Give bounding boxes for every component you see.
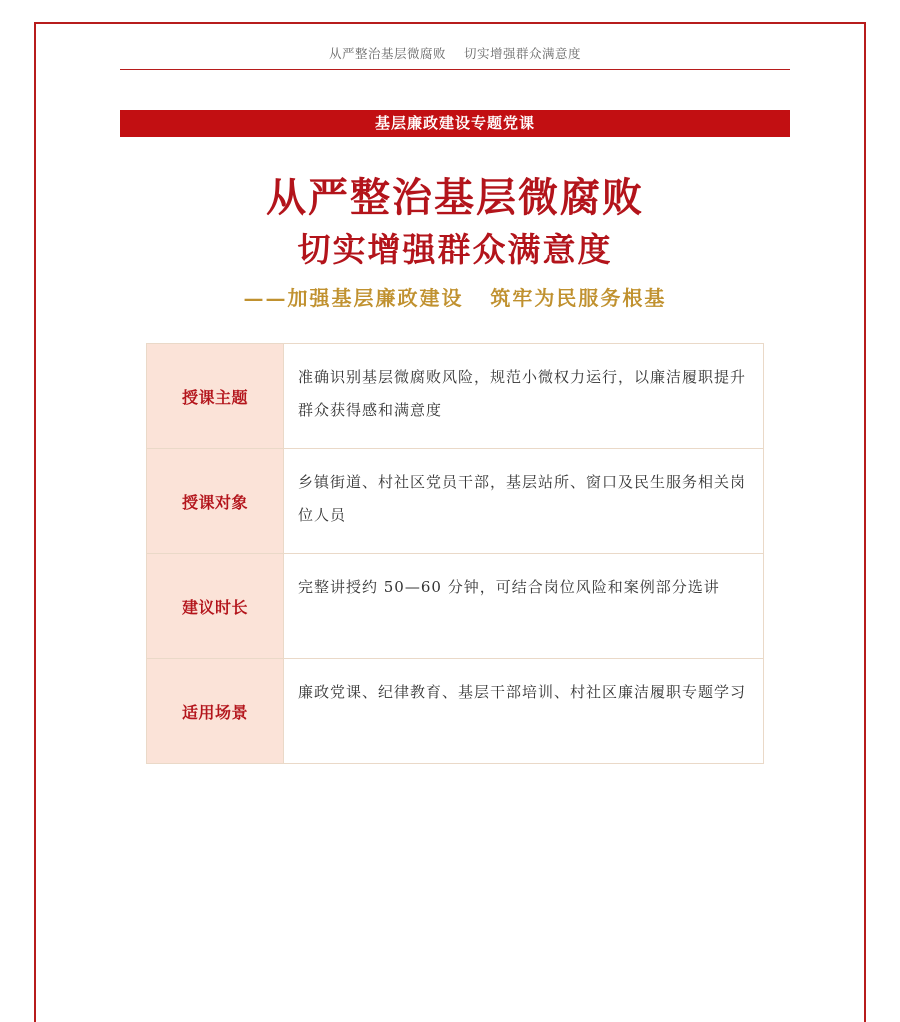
sub-title: 切实增强群众满意度 [297,230,613,269]
row-value-topic: 准确识别基层微腐败风险，规范小微权力运行，以廉洁履职提升群众获得感和满意度 [284,344,764,449]
course-info-table [146,343,764,764]
main-title: 从严整治基层微腐败 [266,175,644,221]
title-tagline: ——加强基层廉政建设 筑牢为民服务根基 [243,286,667,310]
table-row-topic [147,344,764,449]
running-header: 从严整治基层微腐败 切实增强群众满意度 [329,46,581,61]
table-row-duration [147,554,764,659]
table-row-scenarios [147,659,764,764]
row-label-topic: 授课主题 [147,344,284,449]
row-label-scenarios: 适用场景 [147,659,284,764]
section-banner: 基层廉政建设专题党课 [120,110,790,137]
row-label-audience: 授课对象 [147,449,284,554]
row-label-duration: 建议时长 [147,554,284,659]
table-row-audience [147,449,764,554]
row-value-scenarios: 廉政党课、纪律教育、基层干部培训、村社区廉洁履职专题学习 [284,659,764,764]
row-value-duration: 完整讲授约 50—60 分钟，可结合岗位风险和案例部分选讲 [284,554,764,659]
header-divider [120,69,790,70]
row-value-audience: 乡镇街道、村社区党员干部，基层站所、窗口及民生服务相关岗位人员 [284,449,764,554]
